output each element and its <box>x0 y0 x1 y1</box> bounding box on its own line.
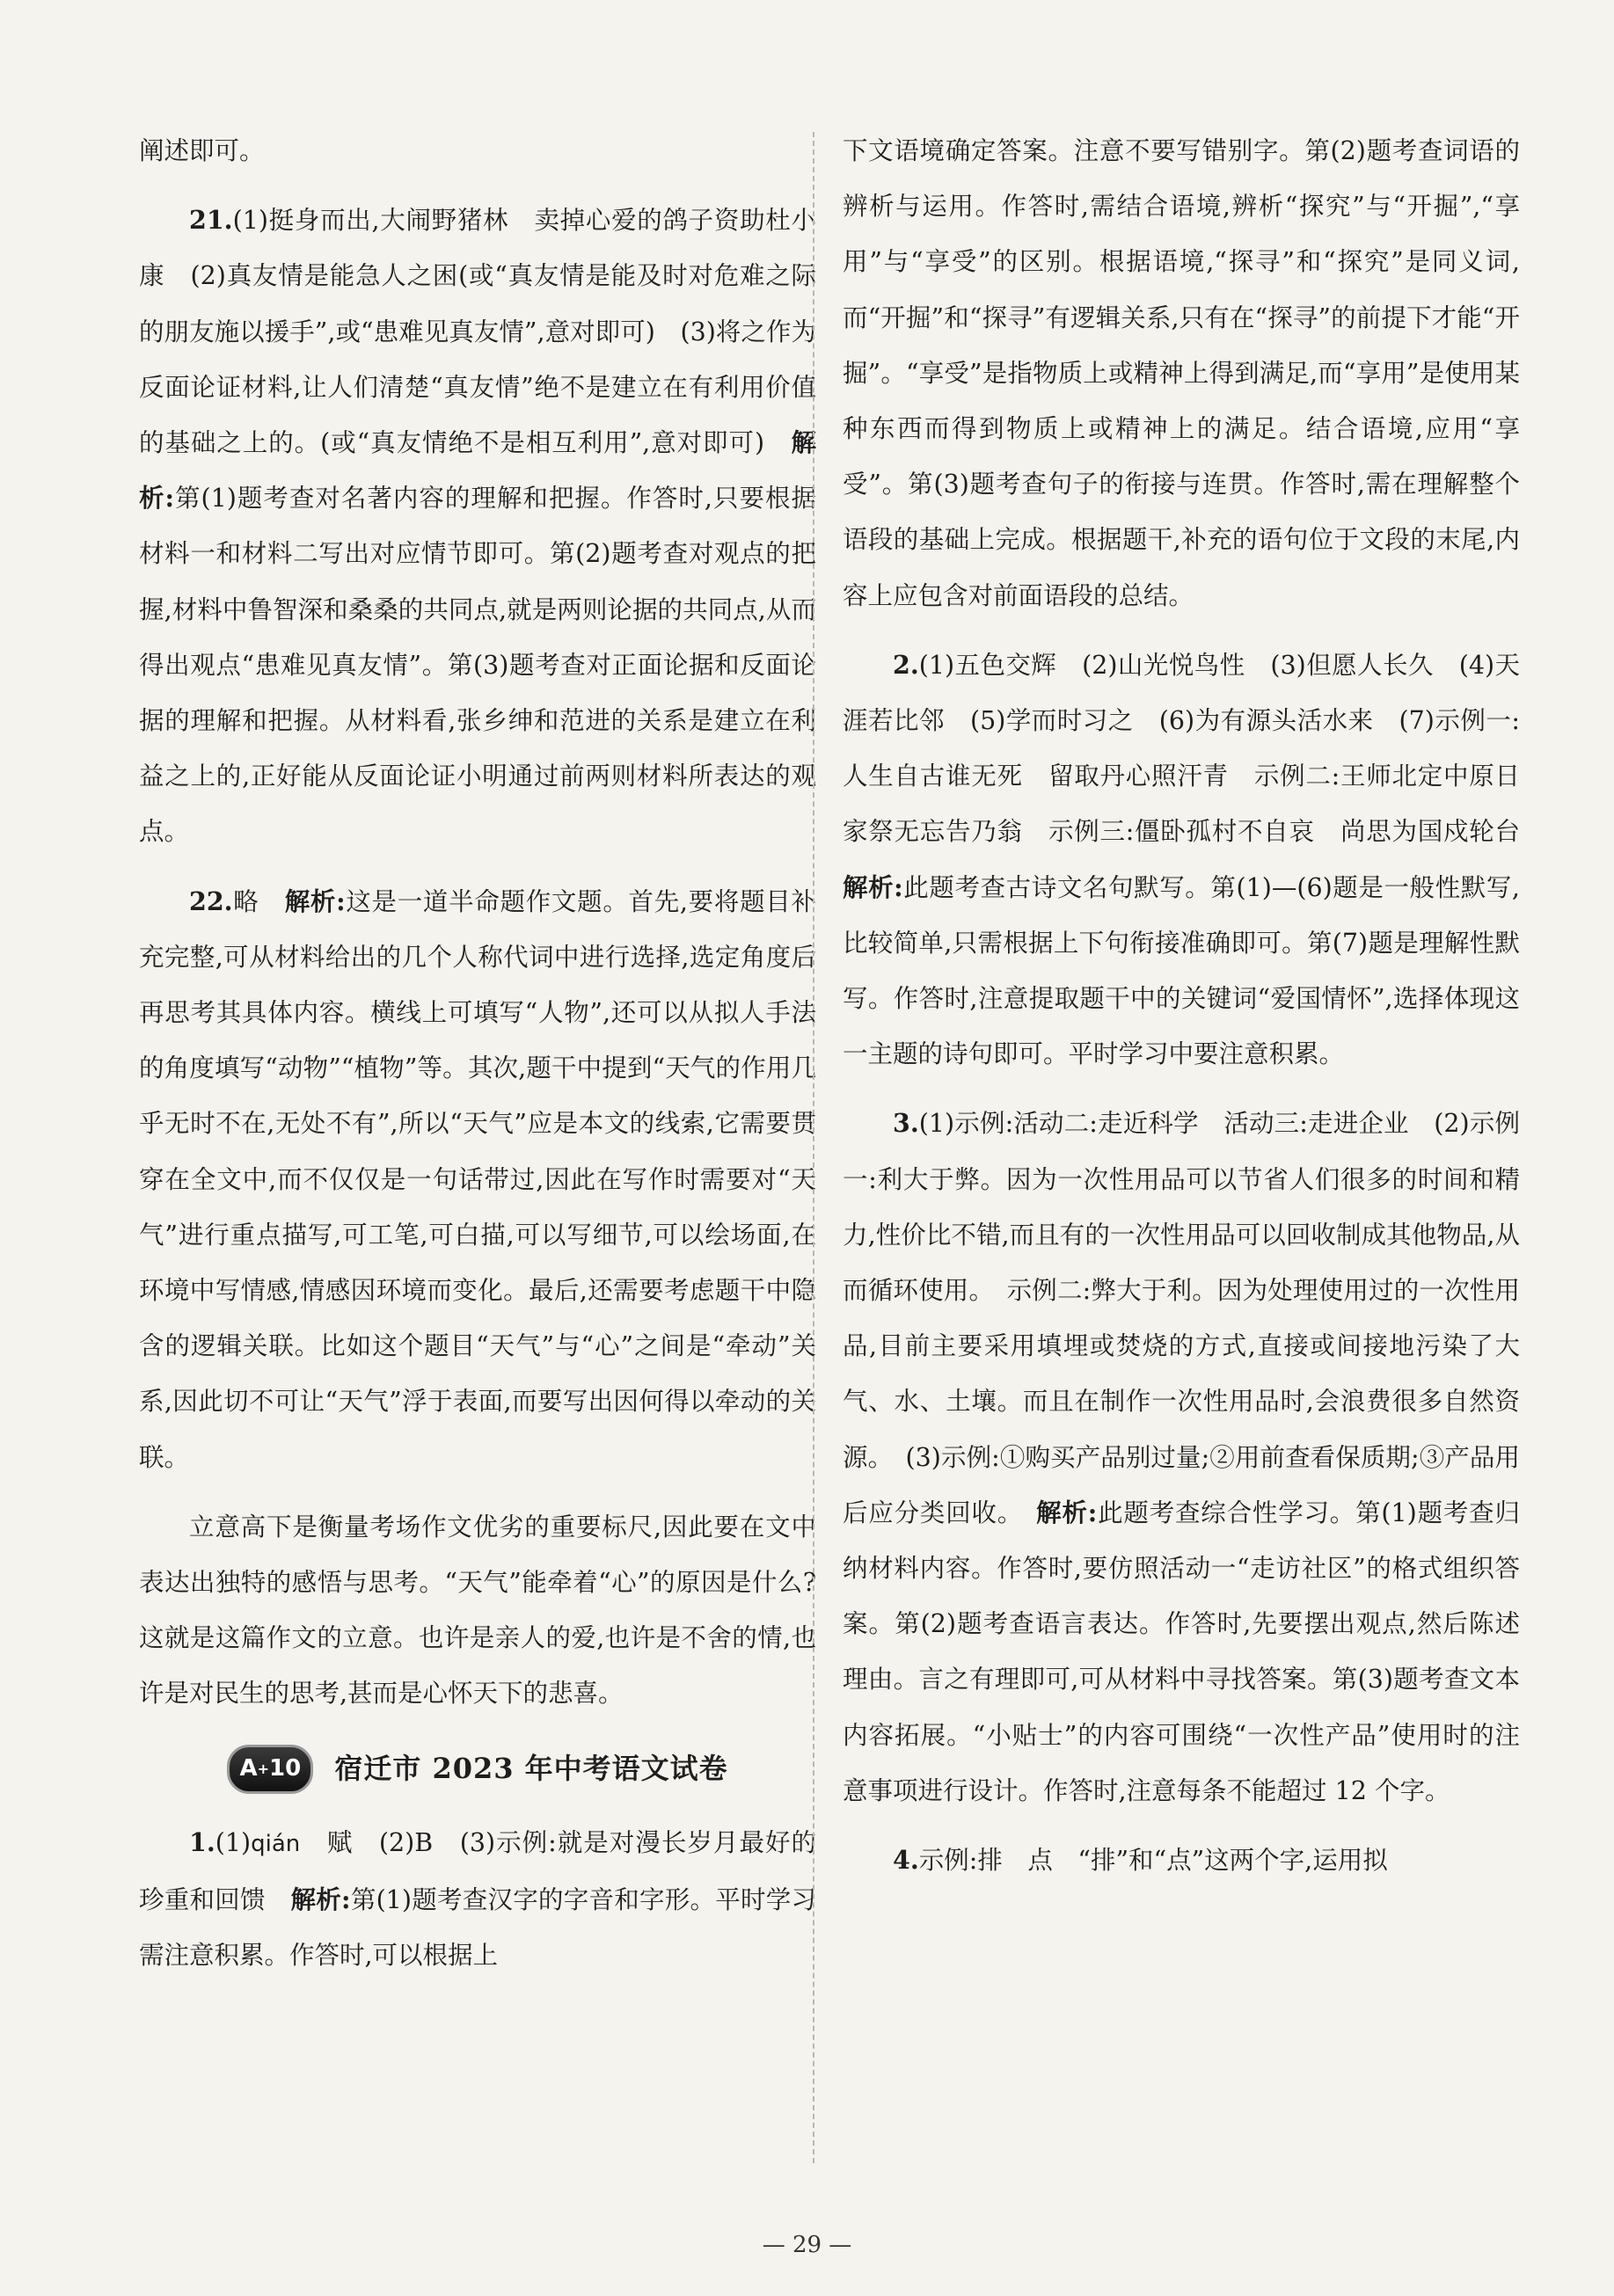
answer-text: (1)示例:活动二:走近科学 活动三:走进企业 (2)示例一:利大于弊。因为一次性用品可以节省人们很多的时间和精力,性价比不错,而且有的一次性用品可以回收制成其他物品,从而循环使用。 示例二:弊大于利。因为处理使用过的一次性用品,目前主要采用填埋或焚烧的方式,直接或间接地污染了大气、水、土壤。而且在制作一次性用品时,会浪费很多自然资源。 (3)示例:①购买产品别过量;②用前查看保质期;③产品用后应分类回收。 <box>843 1109 1520 1527</box>
answer-22 <box>139 874 816 1485</box>
paragraph: 立意高下是衡量考场作文优劣的重要标尺,因此要在文中表达出独特的感悟与思考。“天气”能牵着“心”的原因是什么?这就是这篇作文的立意。也许是亲人的爱,也许是不舍的情,也许是对民生的思考,甚而是心怀天下的悲喜。 <box>139 1512 816 1709</box>
question-number: 2. <box>893 649 919 680</box>
answer-text: (3)将之作为反面论证材料,让人们清楚“真友情”绝不是建立在有利用价值的基础之上的。 <box>139 317 817 458</box>
analysis-text: 这是一道半命题作文题。首先,要将题目补充完整,可从材料给出的几个人称代词中进行选择,选定角度后再思考其具体内容。横线上可填写“人物”,还可以从拟人手法的角度填写“动物”“植物”等。其次,题干中提到“天气的作用几乎无时不在,无处不有”,所以“天气”应是本文的线索,它需要贯穿在全文中,而不仅仅是一句话带过,因此在写作时需要对“天气”进行重点描写,可工笔,可白描,可以写细节,可以绘场面,在环境中写情感,情感因环境而变化。最后,还需要考虑题干中隐含的逻辑关联。比如这个题目“天气”与“心”之间是“牵动”关系,因此切不可让“天气”浮于表面,而要写出因何得以牵动的关联。 <box>139 886 816 1472</box>
paragraph: 阐述即可。 <box>139 136 265 165</box>
analysis-text: 第(1)题考查汉字的字音和字形。平时学习需注意积累。作答时,可以根据上 <box>139 1884 816 1971</box>
column-divider <box>813 132 814 2163</box>
answer-text: (1)五色交辉 (2)山光悦鸟性 (3)但愿人长久 (4)天涯若比邻 (5)学而时习之 (6)为有源头活水来 (7)示例一:人生自古谁无死 留取丹心照汗青 示例二:王师北定中原日 家祭无忘告乃翁 示例三:僵卧孤村不自哀 尚思为国戍轮台 <box>843 650 1545 847</box>
analysis-label: 解析: <box>1036 1497 1098 1527</box>
answer-1 <box>139 1815 816 1984</box>
answer-21 <box>139 193 816 859</box>
right-column <box>843 123 1545 1888</box>
question-number: 1. <box>189 1826 215 1857</box>
answer-text: 略 <box>232 886 285 916</box>
grade-badge: A + 10 <box>227 1745 313 1794</box>
analysis-label: 解析: <box>284 886 346 916</box>
question-number: 22. <box>189 886 233 916</box>
analysis-text: 此题考查综合性学习。第(1)题考查归纳材料内容。作答时,要仿照活动一“走访社区”的格式组织答案。第(2)题考查语言表达。作答时,先要摆出观点,然后陈述理由。言之有理即可,可从材料中寻找答案。第(3)题考查文本内容拓展。“小贴士”的内容可围绕“一次性产品”使用时的注意事项进行设计。作答时,注意每条不能超过 12 个字。 <box>843 1498 1520 1805</box>
question-number: 3. <box>893 1108 919 1139</box>
pinyin: qián <box>251 1830 301 1857</box>
analysis-label: 解析: <box>843 871 903 902</box>
answer-text: 示例:排 点 “排”和“点”这两个字,运用拟 <box>918 1846 1388 1876</box>
question-number: 21. <box>189 205 233 236</box>
analysis-label: 解析: <box>290 1884 351 1914</box>
section-title: 宿迁市 2023 年中考语文试卷 <box>334 1752 728 1786</box>
answer-4 <box>843 1833 1520 1888</box>
analysis-text: 此题考查古诗文名句默写。第(1)—(6)题是一般性默写,比较简单,只需根据上下句衔接准确即可。第(7)题是理解性默写。作答时,注意提取题干中的关键词“爱国情怀”,选择体现这一主题的诗句即可。平时学习中要注意积累。 <box>843 872 1520 1069</box>
analysis-text: 第(1)题考查对名著内容的理解和把握。作答时,只要根据材料一和材料二写出对应情节即可。第(2)题考查对观点的把握,材料中鲁智深和桑桑的共同点,就是两则论据的共同点,从而得出观点“患难见真友情”。第(3)题考查对正面论据和反面论据的理解和把握。从材料看,张乡绅和范进的关系是建立在利益之上的,正好能从反面论证小明通过前两则材料所表达的观点。 <box>139 484 816 847</box>
left-column <box>139 123 816 1983</box>
page-number: — 29 — <box>762 2232 852 2258</box>
answer-text: (1) <box>215 1827 252 1857</box>
answer-text: (1)挺身而出,大闹野猪林 卖掉心爱的鸽子资助杜小康 (2)真友情是能急人之困 <box>139 206 816 291</box>
question-number: 4. <box>893 1845 919 1876</box>
section-header <box>139 1741 816 1797</box>
paragraph: 下文语境确定答案。注意不要写错别字。第(2)题考查词语的辨析与运用。作答时,需结合语境,辨析“探究”与“开掘”,“享用”与“享受”的区别。根据语境,“探寻”和“探究”是同义词,而“开掘”和“探寻”有逻辑关系,只有在“探寻”的前提下才能“开掘”。“享受”是指物质上或精神上得到满足,而“享用”是使用某种东西而得到物质上或精神上的满足。结合语境,应用“享受”。第(3)题考查句子的衔接与连贯。作答时,需在理解整个语段的基础上完成。根据题干,补充的语句位于文段的末尾,内容上应包含对前面语段的总结。 <box>843 136 1520 610</box>
answer-note: (或“真友情绝不是相互利用”,意对即可) <box>320 428 765 458</box>
answer-note: (或“真友情是能及时对危难之际的朋友施以援手”,或“患难见真友情”,意对即可) <box>139 261 816 346</box>
answer-2 <box>843 638 1545 1082</box>
analysis-label: 解析: <box>139 427 816 514</box>
answer-text: 赋 (2)B (3)示例:就是对漫长岁月最好的珍重和回馈 <box>139 1827 816 1914</box>
answer-3 <box>843 1096 1520 1819</box>
